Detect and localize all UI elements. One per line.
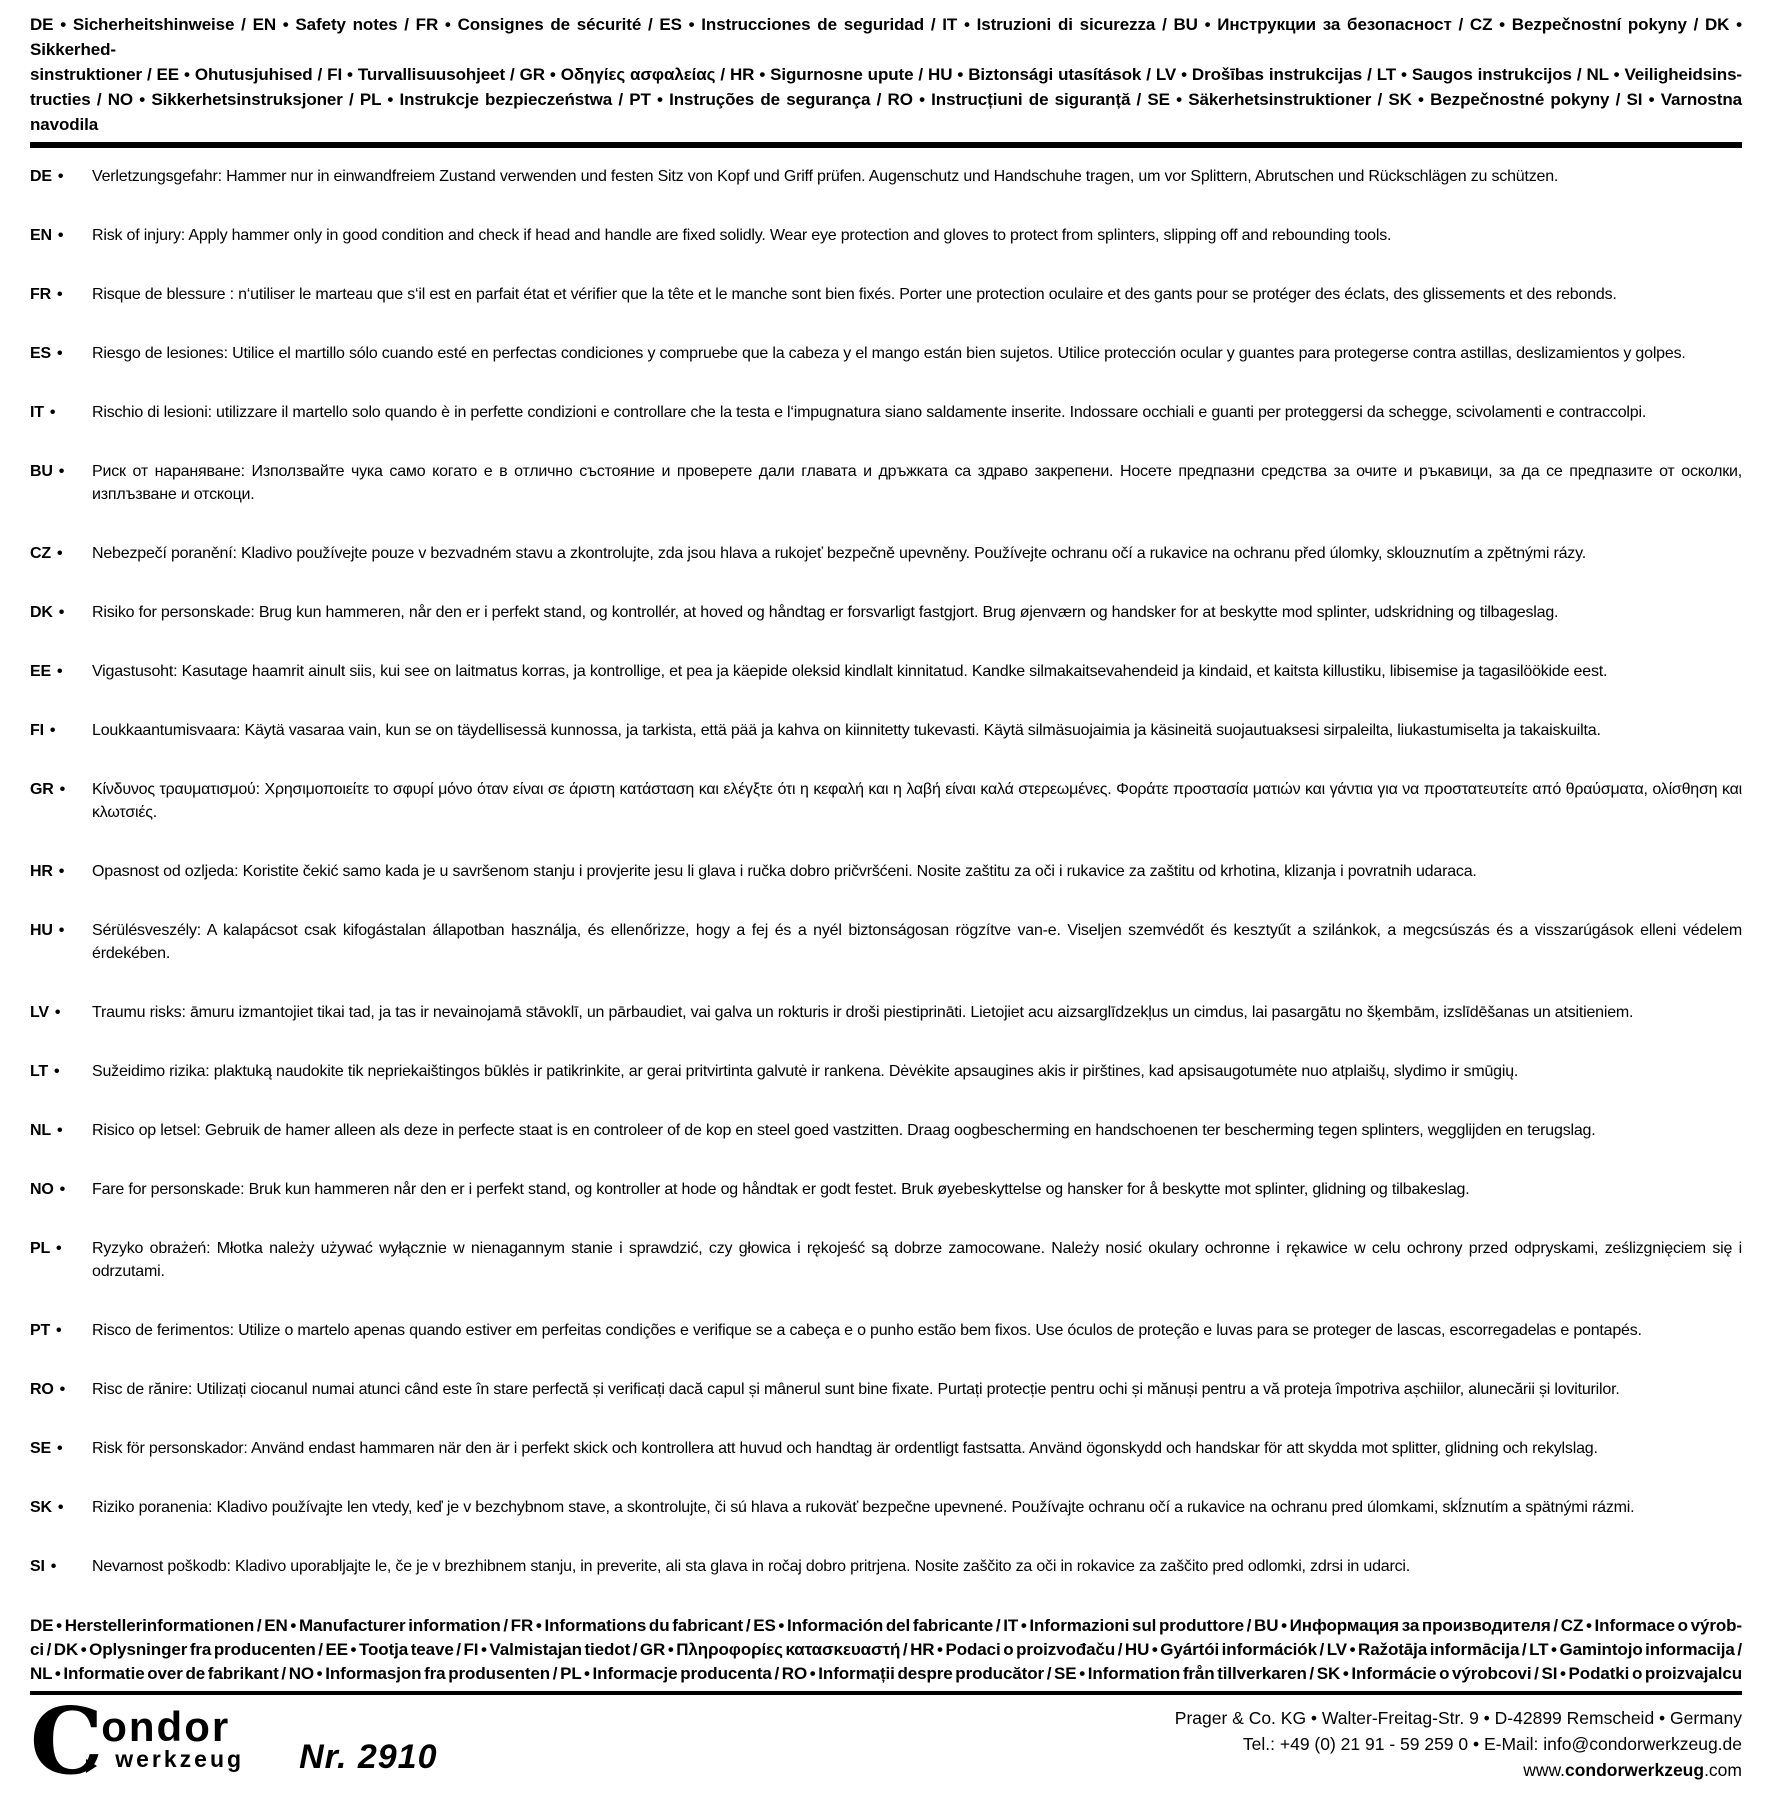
website-domain: condorwerkzeug	[1565, 1760, 1705, 1780]
language-code	[30, 719, 55, 742]
language-code	[30, 1378, 65, 1401]
safety-paragraph-sk	[30, 1496, 1742, 1519]
contact-block	[1175, 1705, 1742, 1783]
language-code-label: BU	[30, 463, 53, 480]
bullet-separator: •	[57, 227, 64, 244]
safety-paragraph-en	[30, 224, 1742, 247]
bullet-separator: •	[53, 1063, 60, 1080]
bullet-separator: •	[57, 1499, 64, 1516]
safety-text: Sérülésveszély: A kalapácsot csak kifogástalan állapotban használja, és ellenőrizze, hogy a fej és a nyél biztonságosan rögzítve van-e. Viseljen szemvédőt és kesztyűt a szilánkok, a megcsúszás és a visszarúgások elleni védelem érdekében.	[92, 922, 1742, 962]
language-code	[30, 919, 64, 942]
safety-paragraph-no	[30, 1178, 1742, 1201]
safety-paragraph-pl	[30, 1237, 1742, 1283]
bullet-separator: •	[56, 663, 63, 680]
safety-paragraph-ee	[30, 660, 1742, 683]
manufacturer-address: Prager & Co. KG • Walter-Freitag-Str. 9 • D-42899 Remscheid • Germany	[1174, 1708, 1742, 1728]
bullet-separator: •	[56, 545, 63, 562]
bullet-separator: •	[56, 1122, 63, 1139]
safety-paragraph-se	[30, 1437, 1742, 1460]
language-code	[30, 1237, 61, 1260]
language-code	[30, 660, 62, 683]
bullet-separator: •	[57, 168, 64, 185]
safety-paragraph-pt	[30, 1319, 1742, 1342]
language-code-label: SI	[30, 1558, 45, 1575]
manufacturer-info-index	[30, 1614, 1742, 1686]
language-code	[30, 1060, 59, 1083]
language-index-header	[30, 12, 1742, 137]
language-code-label: EN	[30, 227, 52, 244]
bullet-separator: •	[50, 1558, 57, 1575]
bullet-separator: •	[56, 286, 63, 303]
language-code-label: ES	[30, 345, 51, 362]
bullet-separator: •	[59, 781, 66, 798]
language-code-label: FI	[30, 722, 44, 739]
safety-paragraph-bu	[30, 460, 1742, 506]
safety-paragraph-lv	[30, 1001, 1742, 1024]
language-code-label: FR	[30, 286, 51, 303]
logo-subtitle-text: werkzeug	[115, 1746, 245, 1772]
website-prefix: www.	[1523, 1760, 1565, 1780]
logo-c-glyph: C	[30, 1687, 100, 1795]
language-code	[30, 283, 62, 306]
language-code-label: NO	[30, 1181, 54, 1198]
language-code-label: PT	[30, 1322, 51, 1339]
header-divider	[30, 142, 1742, 148]
bullet-separator: •	[56, 1440, 63, 1457]
safety-paragraph-si	[30, 1555, 1742, 1578]
language-code-label: HR	[30, 863, 53, 880]
safety-paragraph-fi	[30, 719, 1742, 742]
header-line-2: sinstruktioner / EE • Ohutusjuhised / FI • Turvallisuusohjeet / GR • Οδηγίες ασφαλείας / HR • Sigurnosne upute / HU • Biztonsági utasítások / LV • Drošības instrukcijas / LT • Saugos instrukcijos / NL • Veiligheidsins-	[30, 65, 1742, 84]
safety-text: Traumu risks: āmuru izmantojiet tikai tad, ja tas ir nevainojamā stāvoklī, un pārbaudiet, vai galva un rokturis ir droši piestiprināti. Lietojiet acu aizsarglīdzekļus un cimdus, lai pasargātu no šķembām, izslīdēšanas un atsitieniem.	[92, 1004, 1634, 1021]
language-code-label: SK	[30, 1499, 52, 1516]
footer-divider	[30, 1691, 1742, 1695]
safety-text: Opasnost od ozljeda: Koristite čekić samo kada je u savršenom stanju i provjerite jesu li glava i ručka dobro pričvršćeni. Nosite zaštitu za oči i rukavice za zaštitu od krhotina, klizanja i povratnih udaraca.	[92, 863, 1477, 880]
manufacturer-line-1: DE • Herstellerinformationen / EN • Manufacturer information / FR • Informations du fabricant / ES • Información del fabricante / IT • Informazioni sul produttore / BU • Информация за производителя / CZ • Informace o výrob-	[30, 1616, 1742, 1635]
safety-paragraph-it	[30, 401, 1742, 424]
logo-wordmark	[101, 1703, 245, 1772]
language-code-label: DE	[30, 168, 52, 185]
language-code-label: RO	[30, 1381, 54, 1398]
bullet-separator: •	[58, 863, 65, 880]
safety-paragraph-lt	[30, 1060, 1742, 1083]
language-code	[30, 860, 64, 883]
bullet-separator: •	[49, 404, 56, 421]
bullet-separator: •	[56, 1240, 62, 1257]
bullet-separator: •	[58, 604, 65, 621]
language-code	[30, 1001, 60, 1024]
bullet-separator: •	[58, 922, 65, 939]
language-code-label: GR	[30, 781, 54, 798]
safety-text: Risiko for personskade: Brug kun hammeren, når den er i perfekt stand, og kontrollér, at hoved og håndtag er forsvarligt fastgjort. Brug øjenværn og handsker for at beskytte mod splinter, udskridning og tilbageslag.	[92, 604, 1559, 621]
website-line	[1175, 1757, 1742, 1783]
safety-text: Risco de ferimentos: Utilize o martelo apenas quando estiver em perfeitas condições e verifique se a cabeça e o punho estão bem fixos. Use óculos de proteção e luvas para se proteger de lascas, escorregadelas e pontapés.	[92, 1322, 1642, 1339]
manufacturer-line-2: ci / DK • Oplysninger fra producenten / EE • Tootja teave / FI • Valmistajan tiedot / GR • Πληροφορίες κατασκευαστή / HR • Podaci o proizvođaču / HU • Gyártói információk / LV • Ražotāja informācija / LT • Gamintojo informacija /	[30, 1640, 1742, 1659]
safety-text: Riziko poranenia: Kladivo používajte len vtedy, keď je v bezchybnom stave, a skontrolujte, či sú hlava a rukoväť bezpečne upevnené. Používajte ochranu očí a rukavice na ochranu pred úlomkami, skĺznutím a spätnými rázmi.	[92, 1499, 1635, 1516]
safety-paragraph-nl	[30, 1119, 1742, 1142]
brand-block	[30, 1687, 438, 1795]
language-code-label: DK	[30, 604, 53, 621]
bullet-separator: •	[49, 722, 56, 739]
safety-text: Risc de rănire: Utilizați ciocanul numai atunci când este în stare perfectă și verificați dacă capul și mânerul sunt bine fixate. Purtați protecție pentru ochi și mănuși pentru a vă proteja împotriva așchiilor, alunecării și loviturilor.	[92, 1381, 1620, 1398]
language-code-label: NL	[30, 1122, 51, 1139]
safety-text: Риск от нараняване: Използвайте чука само когато е в отлично състояние и проверете дали главата и дръжката са здраво закрепени. Носете предпазни средства за очите и ръкавици, за да се предпазите от осколки, изплъзване и отскоци.	[92, 463, 1742, 503]
language-code	[30, 542, 62, 565]
condor-werkzeug-logo	[30, 1687, 245, 1795]
header-line-1: DE • Sicherheitshinweise / EN • Safety notes / FR • Consignes de sécurité / ES • Instrucciones de seguridad / IT • Istruzioni di sicurezza / BU • Инструкции за безопасност / CZ • Bezpečnostní pokyny / DK • Sikkerhed-	[30, 15, 1742, 59]
language-code-label: CZ	[30, 545, 51, 562]
safety-text: Loukkaantumisvaara: Käytä vasaraa vain, kun se on täydellisessä kunnossa, ja tarkista, että pää ja kahva on kiinnitetty tukevasti. Käytä silmäsuojaimia ja käsineitä suojautuaksesi sirpaleilta, liukastumiselta ja takaiskuilta.	[92, 722, 1601, 739]
safety-text: Risque de blessure : n‘utiliser le marteau que s‘il est en parfait état et vérifier que la tête et le manche sont bien fixés. Porter une protection oculaire et des gants pour se protéger des éclats, des glissements et des rebonds.	[92, 286, 1617, 303]
language-code	[30, 1437, 62, 1460]
language-code	[30, 401, 55, 424]
bullet-separator: •	[54, 1004, 61, 1021]
safety-paragraph-ro	[30, 1378, 1742, 1401]
manufacturer-line-3: NL • Informatie over de fabrikant / NO • Informasjon fra produsenten / PL • Informacje producenta / RO • Informații despre producător / SE • Information från tillverkaren / SK • Informácie o výrobcovi / SI • Podatki o proizvajalcu	[30, 1664, 1742, 1683]
language-code-label: SE	[30, 1440, 51, 1457]
safety-text: Risk of injury: Apply hammer only in good condition and check if head and handle are fixed solidly. Wear eye protection and gloves to protect from splinters, slipping off and rebounding tools.	[92, 227, 1392, 244]
phone-email-line: Tel.: +49 (0) 21 91 - 59 259 0 • E-Mail: info@condorwerkzeug.de	[1242, 1734, 1742, 1754]
safety-text: Sužeidimo rizika: plaktuką naudokite tik nepriekaištingos būklės ir patikrinkite, ar gerai pritvirtinta galvutė ir rankena. Dėvėkite apsaugines akis ir pirštines, kad apsisaugotumėte nuo atplaišų, slydimo ir smūgių.	[92, 1063, 1519, 1080]
language-code	[30, 165, 63, 188]
language-code-label: PL	[30, 1240, 51, 1257]
language-code	[30, 224, 63, 247]
website-tld: .com	[1704, 1760, 1742, 1780]
language-code-label: LV	[30, 1004, 49, 1021]
language-code-label: HU	[30, 922, 53, 939]
footer	[30, 1687, 1742, 1795]
language-code	[30, 342, 62, 365]
bullet-separator: •	[56, 345, 63, 362]
language-code	[30, 1496, 63, 1519]
safety-paragraph-hu	[30, 919, 1742, 965]
safety-text: Rischio di lesioni: utilizzare il martello solo quando è in perfette condizioni e controllare che la testa e l‘impugnatura siano saldamente inserite. Indossare occhiali e guanti per proteggersi da schegge, scivolamenti e contraccolpi.	[92, 404, 1647, 421]
safety-paragraph-cz	[30, 542, 1742, 565]
safety-paragraph-dk	[30, 601, 1742, 624]
safety-text: Fare for personskade: Bruk kun hammeren når den er i perfekt stand, og kontroller at hode og håndtak er godt festet. Bruk øyebeskyttelse og hansker for å beskytte mot splinter, glidning og tilbakeslag.	[92, 1181, 1470, 1198]
safety-text: Κίνδυνος τραυματισμού: Χρησιμοποιείτε το σφυρί μόνο όταν είναι σε άριστη κατάσταση και ελέγξτε ότι η κεφαλή και η λαβή είναι καλά στερεωμένες. Φοράτε προστασία ματιών και γάντια για να προστατευτείτε από θραύσματα, ολίσθηση και κλωτσιές.	[92, 781, 1742, 821]
bullet-separator: •	[59, 1181, 66, 1198]
bullet-separator: •	[56, 1322, 62, 1339]
language-code	[30, 601, 64, 624]
bullet-separator: •	[59, 1381, 66, 1398]
logo-name-text: ondor	[101, 1703, 231, 1750]
safety-paragraph-de	[30, 165, 1742, 188]
safety-text: Vigastusoht: Kasutage haamrit ainult siis, kui see on laitmatus korras, ja kontrollige, et pea ja käepide oleksid kindlalt kinnitatud. Kandke silmakaitsevahendeid ja kindaid, et kaitsta killustiku, libisemise ja tagasilöökide eest.	[92, 663, 1608, 680]
language-code	[30, 1555, 56, 1578]
safety-text: Ryzyko obrażeń: Młotka należy używać wyłącznie w nienagannym stanie i sprawdzić, czy głowica i rękojeść są dobrze zamocowane. Należy nosić okulary ochronne i rękawice w celu ochrony przed odpryskami, ześlizgnięciem się i odrzutami.	[92, 1240, 1742, 1280]
safety-paragraph-gr	[30, 778, 1742, 824]
language-code	[30, 1319, 61, 1342]
safety-text: Nebezpečí poranění: Kladivo používejte pouze v bezvadném stavu a zkontrolujte, zda jsou hlava a rukojeť bezpečně upevněny. Používejte ochranu očí a rukavice na ochranu před úlomky, sklouznutím a zpětnými rázy.	[92, 545, 1586, 562]
language-code	[30, 778, 65, 801]
language-code	[30, 1119, 62, 1142]
language-code	[30, 460, 64, 483]
article-number: Nr. 2910	[299, 1738, 438, 1776]
safety-text: Riesgo de lesiones: Utilice el martillo sólo cuando esté en perfectas condiciones y compruebe que la cabeza y el mango están bien sujetos. Utilice protección ocular y guantes para protegerse contra astillas, deslizamientos y golpes.	[92, 345, 1686, 362]
safety-notes-list	[30, 165, 1742, 1578]
language-code	[30, 1178, 65, 1201]
header-line-3: tructies / NO • Sikkerhetsinstruksjoner / PL • Instrukcje bezpieczeństwa / PT • Instruções de segurança / RO • Instrucțiuni de siguranță / SE • Säkerhetsinstruktioner / SK • Bezpečnostné pokyny / SI • Varnostna navodila	[30, 90, 1742, 134]
safety-paragraph-fr	[30, 283, 1742, 306]
language-code-label: IT	[30, 404, 44, 421]
language-code-label: EE	[30, 663, 51, 680]
safety-paragraph-hr	[30, 860, 1742, 883]
safety-text: Risico op letsel: Gebruik de hamer alleen als deze in perfecte staat is en controleer of de kop en steel goed vastzitten. Draag oogbescherming en handschoenen ter bescherming tegen splinters, wegglijden en terugslag.	[92, 1122, 1596, 1139]
safety-text: Risk för personskador: Använd endast hammaren när den är i perfekt skick och kontrollera att huvud och handtag är ordentligt fastsatta. Använd ögonskydd och handskar för att skydda mot splitter, glidning och rekylslag.	[92, 1440, 1598, 1457]
safety-text: Nevarnost poškodb: Kladivo uporabljajte le, če je v brezhibnem stanju, in preverite, ali sta glava in ročaj dobro pritrjena. Nosite zaščito za oči in rokavice za zaščito pred odlomki, zdrsi in udarci.	[92, 1558, 1411, 1575]
bullet-separator: •	[58, 463, 65, 480]
language-code-label: LT	[30, 1063, 48, 1080]
safety-text: Verletzungsgefahr: Hammer nur in einwandfreiem Zustand verwenden und festen Sitz von Kopf und Griff prüfen. Augenschutz und Handschuhe tragen, um vor Splittern, Abrutschen und Rückschlägen zu schützen.	[92, 168, 1559, 185]
safety-paragraph-es	[30, 342, 1742, 365]
